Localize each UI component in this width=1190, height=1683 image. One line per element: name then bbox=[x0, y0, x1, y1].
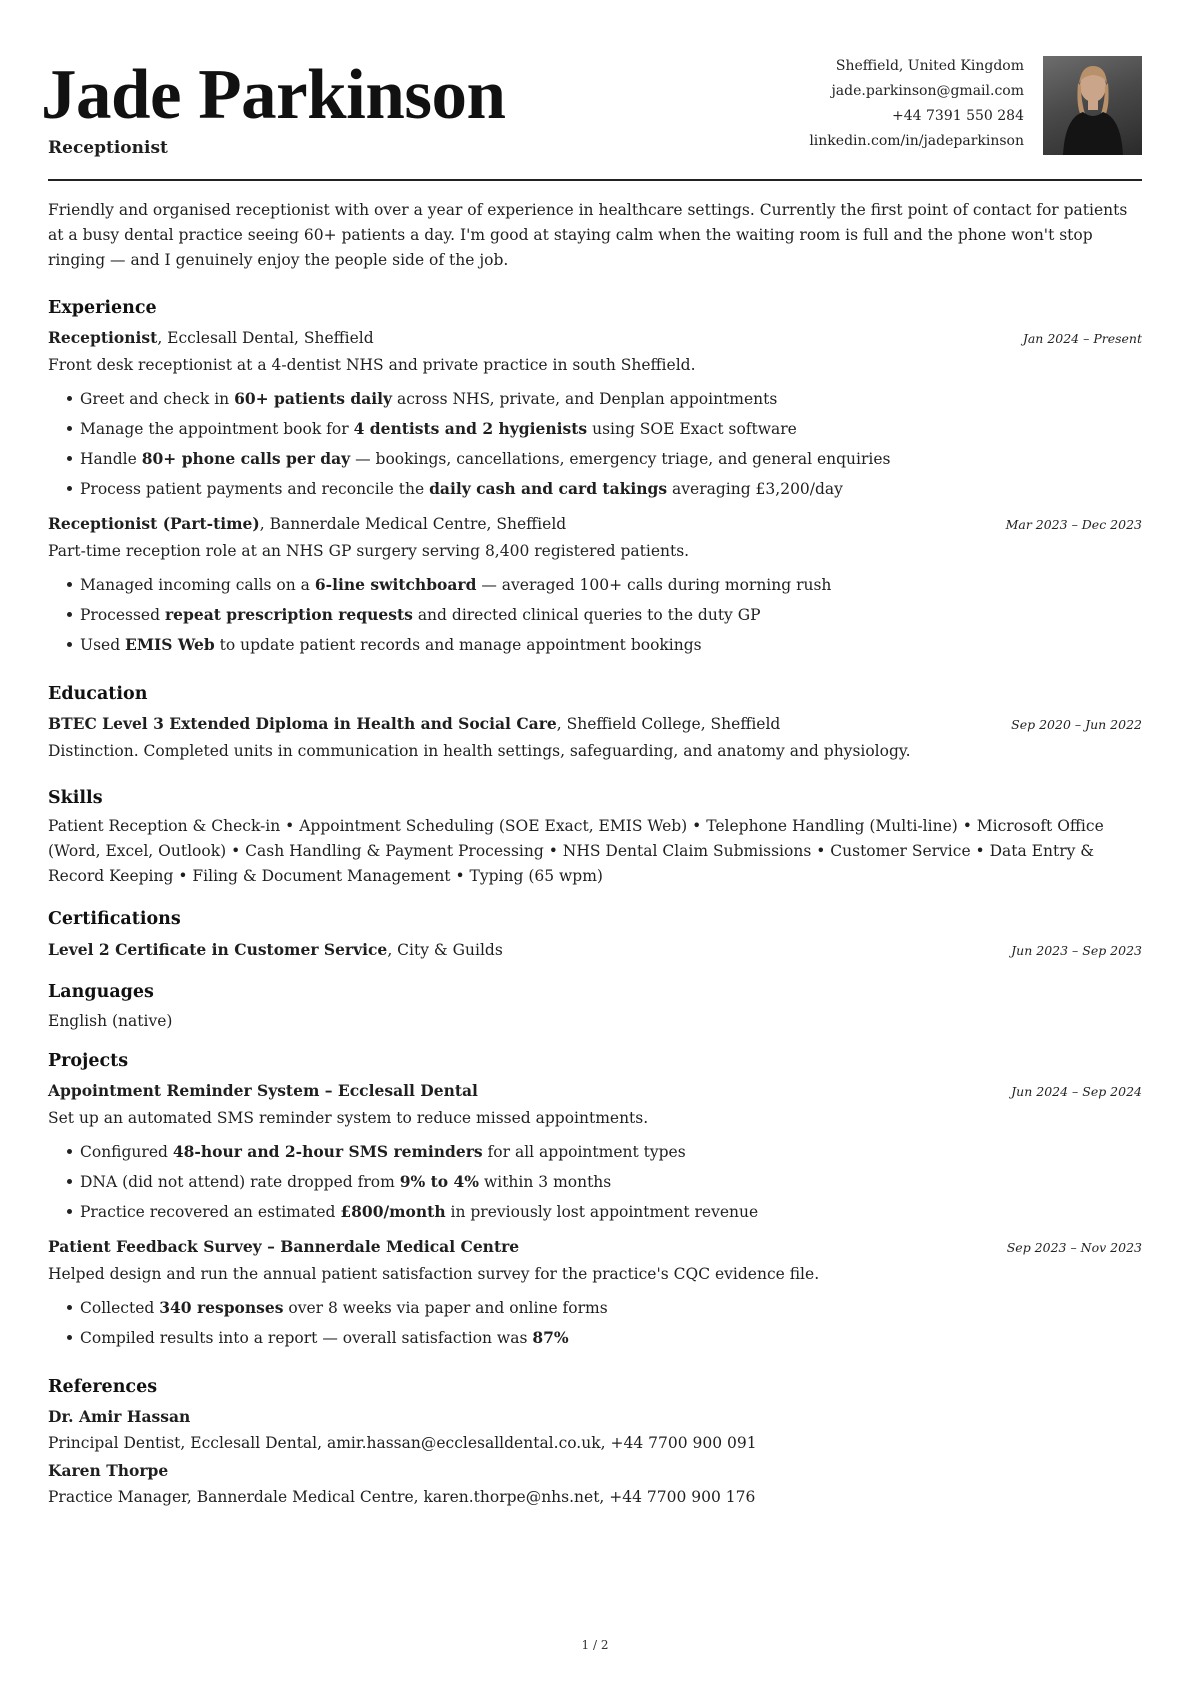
education-entry bbox=[48, 713, 1142, 762]
reference-details: Principal Dentist, Ecclesall Dental, amir.hassan@ecclesalldental.co.uk, +44 7700 900 091 bbox=[48, 1434, 757, 1452]
entry-header bbox=[48, 513, 1142, 536]
bullet-text: — bookings, cancellations, emergency triage, and general enquiries bbox=[350, 450, 891, 468]
section-heading-languages: Languages bbox=[48, 982, 154, 1002]
contact-phone: +44 7391 550 284 bbox=[892, 108, 1024, 124]
reference-name: Karen Thorpe bbox=[48, 1461, 169, 1480]
candidate-role: Receptionist bbox=[48, 138, 168, 158]
project-title: Appointment Reminder System – Ecclesall Dental bbox=[48, 1081, 478, 1100]
experience-entry bbox=[48, 513, 1142, 660]
project-dates: Jun 2024 – Sep 2024 bbox=[1011, 1084, 1142, 1099]
entry-header bbox=[48, 1236, 1142, 1259]
resume-content bbox=[48, 198, 1142, 1508]
list-item bbox=[80, 600, 1142, 630]
reference-entry bbox=[48, 1460, 1142, 1508]
experience-entry bbox=[48, 327, 1142, 504]
bullet-highlight: 60+ patients daily bbox=[234, 389, 393, 408]
reference-entry bbox=[48, 1406, 1142, 1454]
section-heading-skills: Skills bbox=[48, 788, 103, 808]
project-bullets bbox=[48, 1137, 1142, 1227]
bullet-text: Used bbox=[80, 636, 126, 654]
list-item bbox=[80, 444, 1142, 474]
bullet-text: across NHS, private, and Denplan appointments bbox=[392, 390, 778, 408]
certification-issuer: , City & Guilds bbox=[387, 941, 503, 959]
bullet-highlight: 4 dentists and 2 hygienists bbox=[353, 419, 588, 438]
bullet-text: Handle bbox=[80, 450, 142, 468]
page-number: 1 / 2 bbox=[581, 1638, 609, 1652]
resume-page bbox=[41, 52, 1142, 1506]
bullet-highlight: 48-hour and 2-hour SMS reminders bbox=[172, 1142, 483, 1161]
bullet-text: Practice recovered an estimated bbox=[80, 1203, 341, 1221]
list-item bbox=[80, 570, 1142, 600]
bullet-text: Compiled results into a report — overall satisfaction was bbox=[80, 1329, 533, 1347]
section-heading-education: Education bbox=[48, 684, 148, 704]
entry-title-line bbox=[48, 713, 780, 735]
bullet-highlight: 80+ phone calls per day bbox=[141, 449, 351, 468]
job-description: Front desk receptionist at a 4-dentist NHS and private practice in south Sheffield. bbox=[48, 356, 696, 374]
bullet-text: DNA (did not attend) rate dropped from bbox=[80, 1173, 400, 1191]
bullet-highlight: EMIS Web bbox=[125, 635, 215, 654]
bullet-text: Manage the appointment book for bbox=[80, 420, 354, 438]
bullet-text: Processed bbox=[80, 606, 165, 624]
bullet-highlight: 87% bbox=[532, 1328, 569, 1347]
bullet-text: and directed clinical queries to the duty GP bbox=[412, 606, 761, 624]
project-entry bbox=[48, 1236, 1142, 1353]
education-description: Distinction. Completed units in communication in health settings, safeguarding, and anatomy and physiology. bbox=[48, 742, 911, 760]
job-title: Receptionist (Part-time) bbox=[48, 514, 260, 533]
list-item bbox=[80, 1197, 1142, 1227]
contact-email: jade.parkinson@gmail.com bbox=[831, 83, 1024, 99]
candidate-name: Jade Parkinson bbox=[41, 56, 506, 134]
list-item bbox=[80, 1293, 1142, 1323]
list-item bbox=[80, 1137, 1142, 1167]
list-item bbox=[80, 384, 1142, 414]
entry-title-line bbox=[48, 327, 374, 349]
bullet-text: Configured bbox=[80, 1143, 173, 1161]
education-dates: Sep 2020 – Jun 2022 bbox=[1011, 717, 1142, 732]
bullet-text: Managed incoming calls on a bbox=[80, 576, 315, 594]
bullet-highlight: daily cash and card takings bbox=[429, 479, 668, 498]
job-description: Part-time reception role at an NHS GP surgery serving 8,400 registered patients. bbox=[48, 542, 690, 560]
project-dates: Sep 2023 – Nov 2023 bbox=[1006, 1240, 1142, 1255]
bullet-text: averaging £3,200/day bbox=[667, 480, 843, 498]
list-item bbox=[80, 1323, 1142, 1353]
list-item bbox=[80, 414, 1142, 444]
bullet-text: for all appointment types bbox=[482, 1143, 686, 1161]
project-title: Patient Feedback Survey – Bannerdale Medical Centre bbox=[48, 1237, 520, 1256]
project-bullets bbox=[48, 1293, 1142, 1353]
bullet-text: in previously lost appointment revenue bbox=[445, 1203, 759, 1221]
reference-details: Practice Manager, Bannerdale Medical Centre, karen.thorpe@nhs.net, +44 7700 900 176 bbox=[48, 1488, 756, 1506]
bullet-text: Greet and check in bbox=[80, 390, 235, 408]
entry-header bbox=[48, 939, 1142, 962]
job-dates: Mar 2023 – Dec 2023 bbox=[1005, 517, 1142, 532]
bullet-text: using SOE Exact software bbox=[587, 420, 797, 438]
portrait-figure bbox=[1043, 56, 1142, 155]
job-dates: Jan 2024 – Present bbox=[1022, 331, 1142, 346]
entry-header bbox=[48, 713, 1142, 736]
section-heading-references: References bbox=[48, 1377, 158, 1397]
contact-block bbox=[809, 54, 1024, 154]
entry-header bbox=[48, 1080, 1142, 1103]
list-item bbox=[80, 474, 1142, 504]
skills-list: Patient Reception & Check-in • Appointment Scheduling (SOE Exact, EMIS Web) • Telephone Handling (Multi-line) • Microsoft Office (Word, Excel, Outlook) • Cash Handling & Payment Processing • NHS Dental Claim Submissions • Customer Service • Data Entry & Record Keeping • Filing & Document Management • Typing (65 wpm) bbox=[48, 817, 1104, 885]
job-bullets bbox=[48, 570, 1142, 660]
school-name: , Sheffield College, Sheffield bbox=[556, 715, 781, 733]
section-heading-certifications: Certifications bbox=[48, 909, 181, 929]
job-org: , Ecclesall Dental, Sheffield bbox=[157, 329, 374, 347]
bullet-text: to update patient records and manage appointment bookings bbox=[214, 636, 702, 654]
project-entry bbox=[48, 1080, 1142, 1227]
bullet-text: over 8 weeks via paper and online forms bbox=[283, 1299, 608, 1317]
section-heading-projects: Projects bbox=[48, 1051, 129, 1071]
bullet-highlight: £800/month bbox=[340, 1202, 446, 1221]
bullet-text: Process patient payments and reconcile the bbox=[80, 480, 430, 498]
section-heading-experience: Experience bbox=[48, 298, 157, 318]
certification-entry bbox=[48, 939, 1142, 962]
job-org: , Bannerdale Medical Centre, Sheffield bbox=[259, 515, 567, 533]
languages-text: English (native) bbox=[48, 1012, 173, 1030]
bullet-text: — averaged 100+ calls during morning rush bbox=[476, 576, 832, 594]
entry-header bbox=[48, 327, 1142, 350]
contact-linkedin: linkedin.com/in/jadeparkinson bbox=[809, 133, 1024, 149]
degree-title: BTEC Level 3 Extended Diploma in Health and Social Care bbox=[48, 714, 557, 733]
project-description: Helped design and run the annual patient satisfaction survey for the practice's CQC evidence file. bbox=[48, 1265, 820, 1283]
bullet-highlight: 9% to 4% bbox=[399, 1172, 480, 1191]
resume-header bbox=[41, 52, 1142, 179]
header-divider bbox=[48, 179, 1142, 181]
certification-title: Level 2 Certificate in Customer Service bbox=[48, 940, 388, 959]
reference-name: Dr. Amir Hassan bbox=[48, 1407, 191, 1426]
bullet-text: within 3 months bbox=[479, 1173, 612, 1191]
contact-location: Sheffield, United Kingdom bbox=[835, 58, 1024, 74]
bullet-highlight: 340 responses bbox=[159, 1298, 284, 1317]
job-bullets bbox=[48, 384, 1142, 504]
entry-title-line bbox=[48, 513, 566, 535]
bullet-text: Collected bbox=[80, 1299, 160, 1317]
bullet-highlight: repeat prescription requests bbox=[164, 605, 413, 624]
profile-summary: Friendly and organised receptionist with over a year of experience in healthcare settings. Currently the first point of contact for patients at a busy dental practice seeing 60+ patients a day. I'm good at staying calm when the waiting room is full and the phone won't stop ringing — and I genuinely enjoy the people side of the job. bbox=[48, 201, 1128, 269]
profile-photo bbox=[1043, 56, 1142, 155]
list-item bbox=[80, 630, 1142, 660]
bullet-highlight: 6-line switchboard bbox=[314, 575, 477, 594]
list-item bbox=[80, 1167, 1142, 1197]
certification-dates: Jun 2023 – Sep 2023 bbox=[1011, 943, 1142, 958]
entry-title-line bbox=[48, 939, 503, 961]
job-title: Receptionist bbox=[48, 328, 158, 347]
project-description: Set up an automated SMS reminder system to reduce missed appointments. bbox=[48, 1109, 649, 1127]
